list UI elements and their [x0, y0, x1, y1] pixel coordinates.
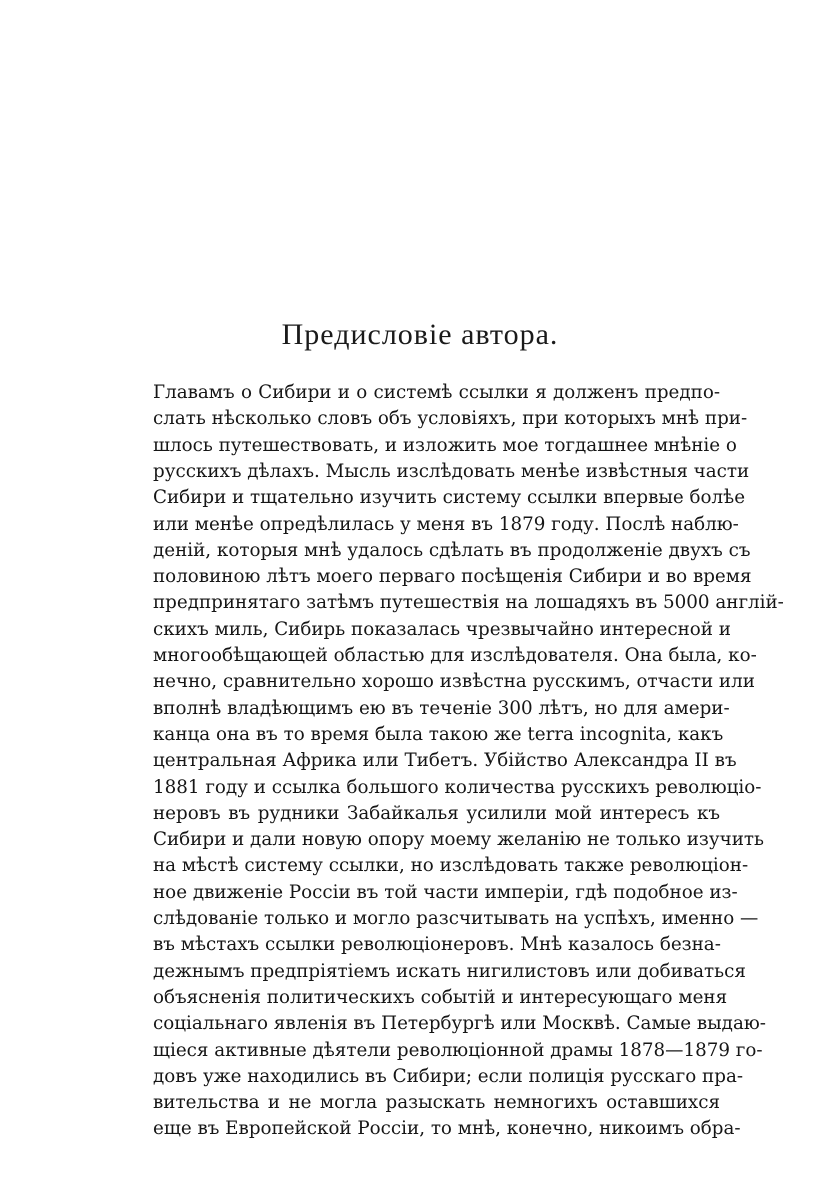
- text-line: вполнѣ владѣющимъ ею въ теченіе 300 лѣтъ, но для амери-: [153, 697, 730, 719]
- text-line: скихъ миль, Сибирь показалась чрезвычайно интересной и: [153, 618, 731, 640]
- text-line: Сибири и тщательно изучить систему ссылки впервые болѣе: [153, 487, 746, 509]
- text-line: шлось путешествовать, и изложить мое тогдашнее мнѣніе о: [153, 434, 737, 456]
- text-line: 1881 году и ссылка большого количества русскихъ революціо-: [153, 776, 762, 798]
- text-line: слѣдованіе только и могло разсчитывать на успѣхъ, именно —: [153, 908, 759, 929]
- text-line: еще въ Европейской Россіи, то мнѣ, конечно, никоимъ обра-: [153, 1118, 741, 1140]
- text-line: русскихъ дѣлахъ. Мысль изслѣдовать менѣе извѣстныя части: [153, 460, 750, 482]
- text-line: многообѣщающей областью для изслѣдователя. Она была, ко-: [153, 645, 757, 666]
- text-line: щіеся активные дѣятели революціонной драмы 1878—1879 го-: [153, 1039, 763, 1061]
- text-line: предпринятаго затѣмъ путешествія на лошадяхъ въ 5000 англій-: [153, 592, 784, 614]
- text-line: въ мѣстахъ ссылки революціонеровъ. Мнѣ казалось безна-: [153, 934, 721, 956]
- text-line: довъ уже находились въ Сибири; если полиція русскаго пра-: [153, 1065, 744, 1087]
- text-line: на мѣстѣ систему ссылки, но изслѣдовать также революціон-: [153, 855, 749, 877]
- text-line: деній, которыя мнѣ удалось сдѣлать въ продолженіе двухъ съ: [153, 539, 751, 561]
- page-title: Предисловіе автора.: [281, 318, 559, 351]
- text-line: слать нѣсколько словъ объ условіяхъ, при которыхъ мнѣ при-: [153, 408, 748, 430]
- text-line: объясненія политическихъ событій и интересующаго меня: [153, 986, 728, 1008]
- text-line: соціальнаго явленія въ Петербургѣ или Москвѣ. Самые выдаю-: [153, 1013, 766, 1035]
- text-line: половиною лѣтъ моего перваго посѣщенія Сибири и во время: [153, 566, 752, 588]
- text-line: неровъ въ рудники Забайкалья усилили мой интересъ къ: [153, 802, 720, 824]
- text-line: или менѣе опредѣлилась у меня въ 1879 году. Послѣ наблю-: [153, 513, 739, 535]
- text-line: вительства и не могла разыскать немногихъ оставшихся: [153, 1092, 720, 1114]
- text-line: Главамъ о Сибири и о системѣ ссылки я долженъ предпо-: [153, 382, 720, 403]
- text-line: ное движеніе Россіи въ той части имперіи, гдѣ подобное из-: [153, 881, 738, 903]
- text-line: нечно, сравнительно хорошо извѣстна русскимъ, отчасти или: [153, 671, 755, 693]
- text-line: Сибири и дали новую опору моему желанію не только изучить: [153, 829, 764, 851]
- text-line: дежнымъ предпріятіемъ искать нигилистовъ или добиваться: [153, 960, 746, 982]
- text-line: канца она въ то время была такою же terra incognita, какъ: [153, 723, 724, 745]
- text-line: центральная Африка или Тибетъ. Убійство Александра II въ: [153, 750, 737, 772]
